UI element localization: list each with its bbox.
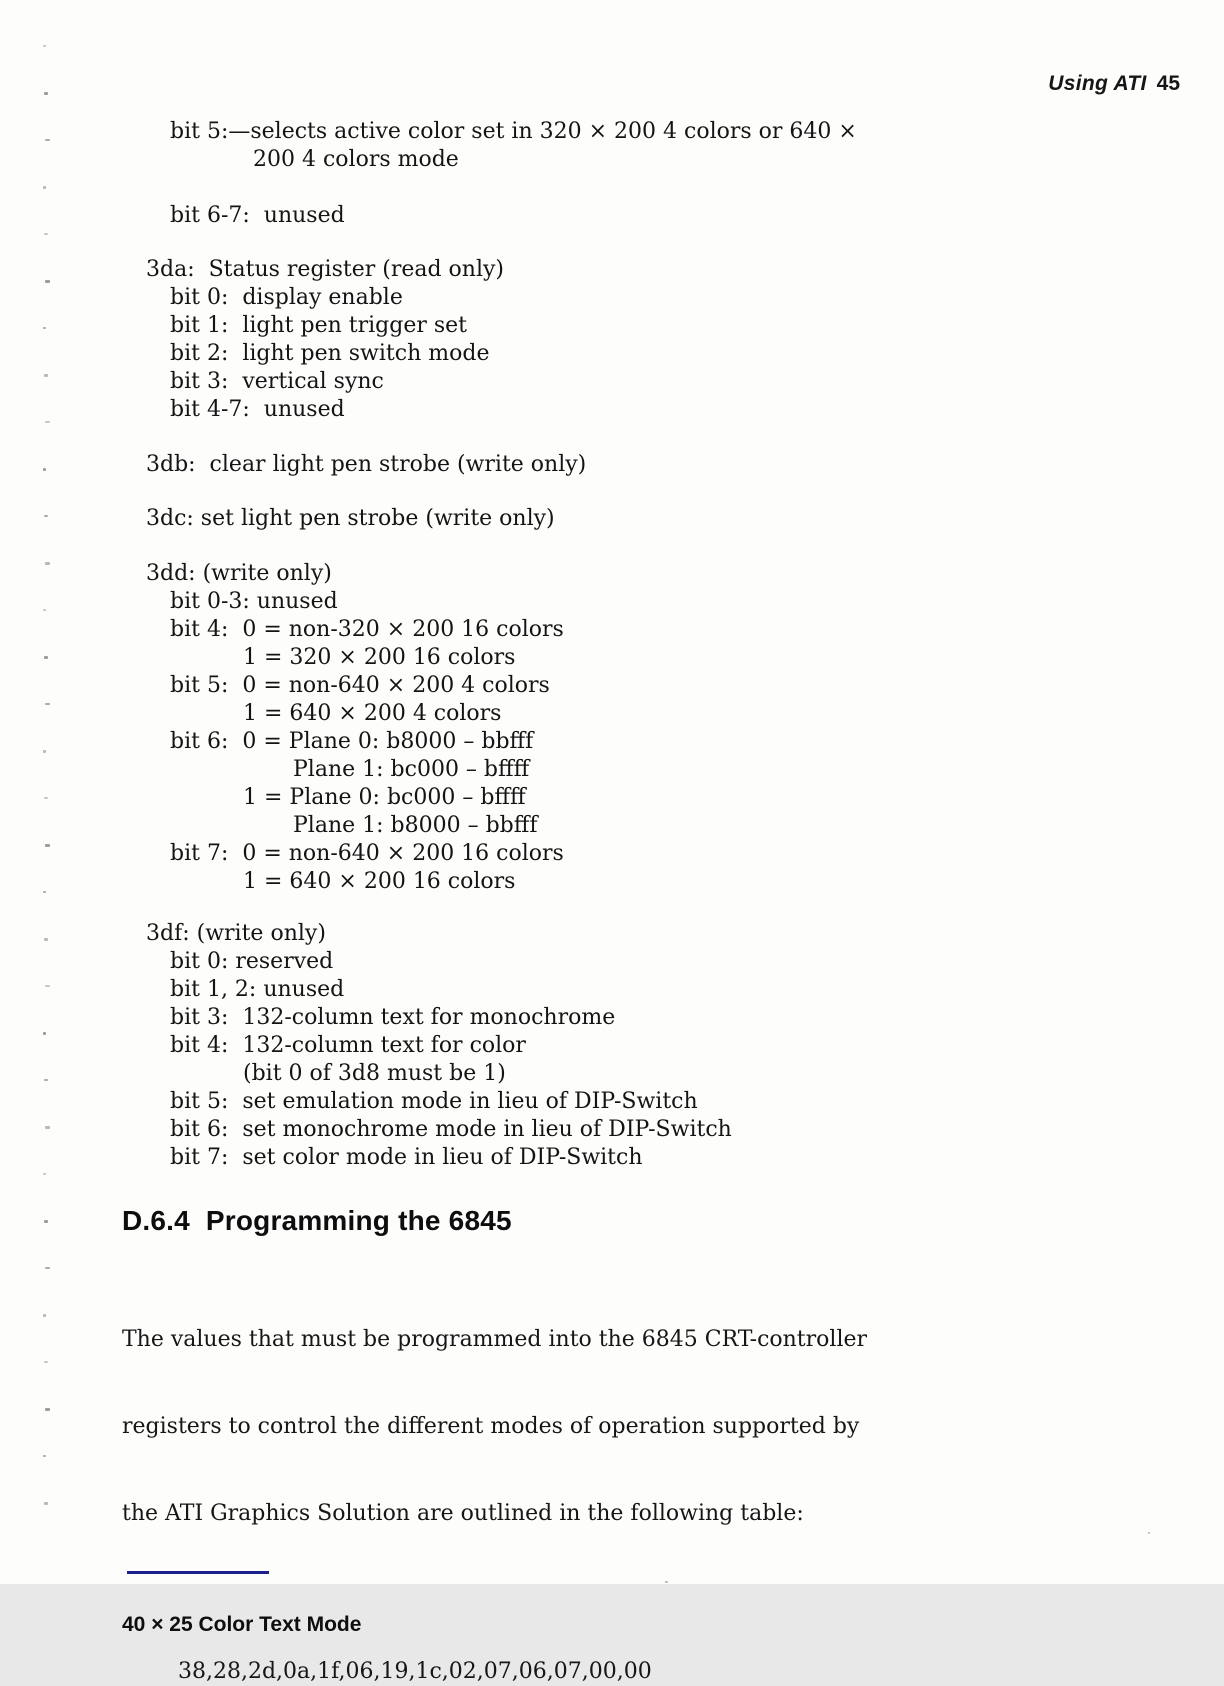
text-line: 3da: Status register (read only) bbox=[146, 257, 505, 282]
text-line: 1 = 320 × 200 16 colors bbox=[243, 645, 516, 670]
text-line: bit 5: 0 = non-640 × 200 4 colors bbox=[170, 673, 550, 698]
margin-speck bbox=[44, 515, 48, 517]
margin-speck bbox=[43, 891, 46, 893]
margin-speck bbox=[44, 374, 48, 377]
text-line: bit 0-3: unused bbox=[170, 589, 338, 614]
page-number: 45 bbox=[1156, 72, 1180, 95]
paragraph-line: registers to control the different modes of operation supported by bbox=[122, 1414, 860, 1439]
text-line: bit 4: 0 = non-320 × 200 16 colors bbox=[170, 617, 564, 642]
reg-3df bbox=[0, 920, 1224, 1172]
scan-speck bbox=[665, 1581, 668, 1583]
text-line: (bit 0 of 3d8 must be 1) bbox=[243, 1061, 506, 1086]
text-line: Plane 1: bc000 – bffff bbox=[293, 757, 530, 782]
section-heading: D.6.4 Programming the 6845 bbox=[122, 1205, 512, 1236]
margin-speck bbox=[44, 233, 48, 235]
scan-speck bbox=[1148, 1532, 1150, 1534]
text-line: bit 4-7: unused bbox=[170, 397, 345, 422]
reg-3db bbox=[0, 451, 1224, 479]
text-line: bit 7: set color mode in lieu of DIP-Switch bbox=[170, 1145, 643, 1170]
margin-speck bbox=[43, 186, 46, 189]
paragraph-line: The values that must be programmed into the 6845 CRT-controller bbox=[122, 1327, 868, 1352]
margin-speck bbox=[45, 280, 50, 283]
text-line: bit 6-7: unused bbox=[170, 203, 345, 228]
margin-speck bbox=[45, 421, 50, 423]
text-line: 3db: clear light pen strobe (write only) bbox=[146, 452, 587, 477]
margin-speck bbox=[44, 1079, 48, 1081]
margin-speck bbox=[44, 1220, 48, 1223]
margin-speck bbox=[45, 703, 50, 705]
text-line: bit 1, 2: unused bbox=[170, 977, 345, 1002]
text-line: bit 0: display enable bbox=[170, 285, 403, 310]
text-line: Plane 1: b8000 – bbfff bbox=[293, 813, 538, 838]
margin-speck bbox=[43, 1173, 46, 1175]
text-line: bit 5: set emulation mode in lieu of DIP-Switch bbox=[170, 1089, 698, 1114]
margin-speck bbox=[43, 327, 46, 329]
footer-rule bbox=[127, 1571, 269, 1574]
margin-speck bbox=[45, 1126, 50, 1129]
margin-speck bbox=[45, 1267, 50, 1269]
text-line: bit 1: light pen trigger set bbox=[170, 313, 468, 338]
text-line: 1 = 640 × 200 4 colors bbox=[243, 701, 502, 726]
reg-3dd bbox=[0, 560, 1224, 896]
text-line: 1 = Plane 0: bc000 – bffff bbox=[243, 785, 526, 810]
text-line: 3df: (write only) bbox=[146, 921, 326, 946]
margin-speck bbox=[45, 1408, 50, 1411]
text-line: bit 2: light pen switch mode bbox=[170, 341, 490, 366]
margin-speck bbox=[45, 985, 50, 987]
margin-speck bbox=[43, 45, 46, 47]
text-line: bit 5:—selects active color set in 320 × 200 4 colors or 640 × bbox=[170, 119, 857, 144]
reg-3da bbox=[0, 256, 1224, 424]
bits-top bbox=[0, 118, 1224, 174]
text-line: bit 4: 132-column text for color bbox=[170, 1033, 526, 1058]
margin-speck bbox=[45, 844, 50, 847]
mode-subheading: 40 × 25 Color Text Mode bbox=[122, 1613, 362, 1636]
margin-speck bbox=[43, 1314, 46, 1317]
margin-speck bbox=[44, 797, 48, 799]
text-line: 1 = 640 × 200 16 colors bbox=[243, 869, 516, 894]
text-line: bit 7: 0 = non-640 × 200 16 colors bbox=[170, 841, 564, 866]
margin-speck bbox=[45, 139, 50, 141]
margin-speck bbox=[44, 656, 48, 659]
text-line: bit 0: reserved bbox=[170, 949, 334, 974]
paragraph-line: the ATI Graphics Solution are outlined in the following table: bbox=[122, 1501, 804, 1526]
crt-register-values: 38,28,2d,0a,1f,06,19,1c,02,07,06,07,00,00 bbox=[178, 1659, 652, 1684]
section-paragraph bbox=[122, 1267, 1224, 1586]
margin-speck bbox=[43, 609, 46, 611]
margin-speck bbox=[43, 468, 46, 471]
text-line: bit 6: 0 = Plane 0: b8000 – bbfff bbox=[170, 729, 534, 754]
margin-speck bbox=[44, 1361, 48, 1363]
reg-3dc bbox=[0, 505, 1224, 533]
text-line: 3dc: set light pen strobe (write only) bbox=[146, 506, 555, 531]
margin-speck bbox=[43, 750, 46, 753]
text-line: bit 3: 132-column text for monochrome bbox=[170, 1005, 616, 1030]
margin-speck bbox=[43, 1032, 46, 1035]
text-line: 3dd: (write only) bbox=[146, 561, 332, 586]
running-header-title: Using ATI bbox=[1048, 72, 1147, 95]
text-line: 200 4 colors mode bbox=[253, 147, 459, 172]
margin-speck bbox=[44, 1502, 48, 1505]
text-line: bit 6: set monochrome mode in lieu of DIP-Switch bbox=[170, 1117, 732, 1142]
margin-speck bbox=[45, 562, 50, 565]
margin-speck bbox=[44, 92, 48, 95]
margin-speck bbox=[43, 1455, 46, 1457]
margin-speck bbox=[44, 938, 48, 941]
text-line: bit 3: vertical sync bbox=[170, 369, 384, 394]
bit-6-7 bbox=[0, 202, 1224, 230]
